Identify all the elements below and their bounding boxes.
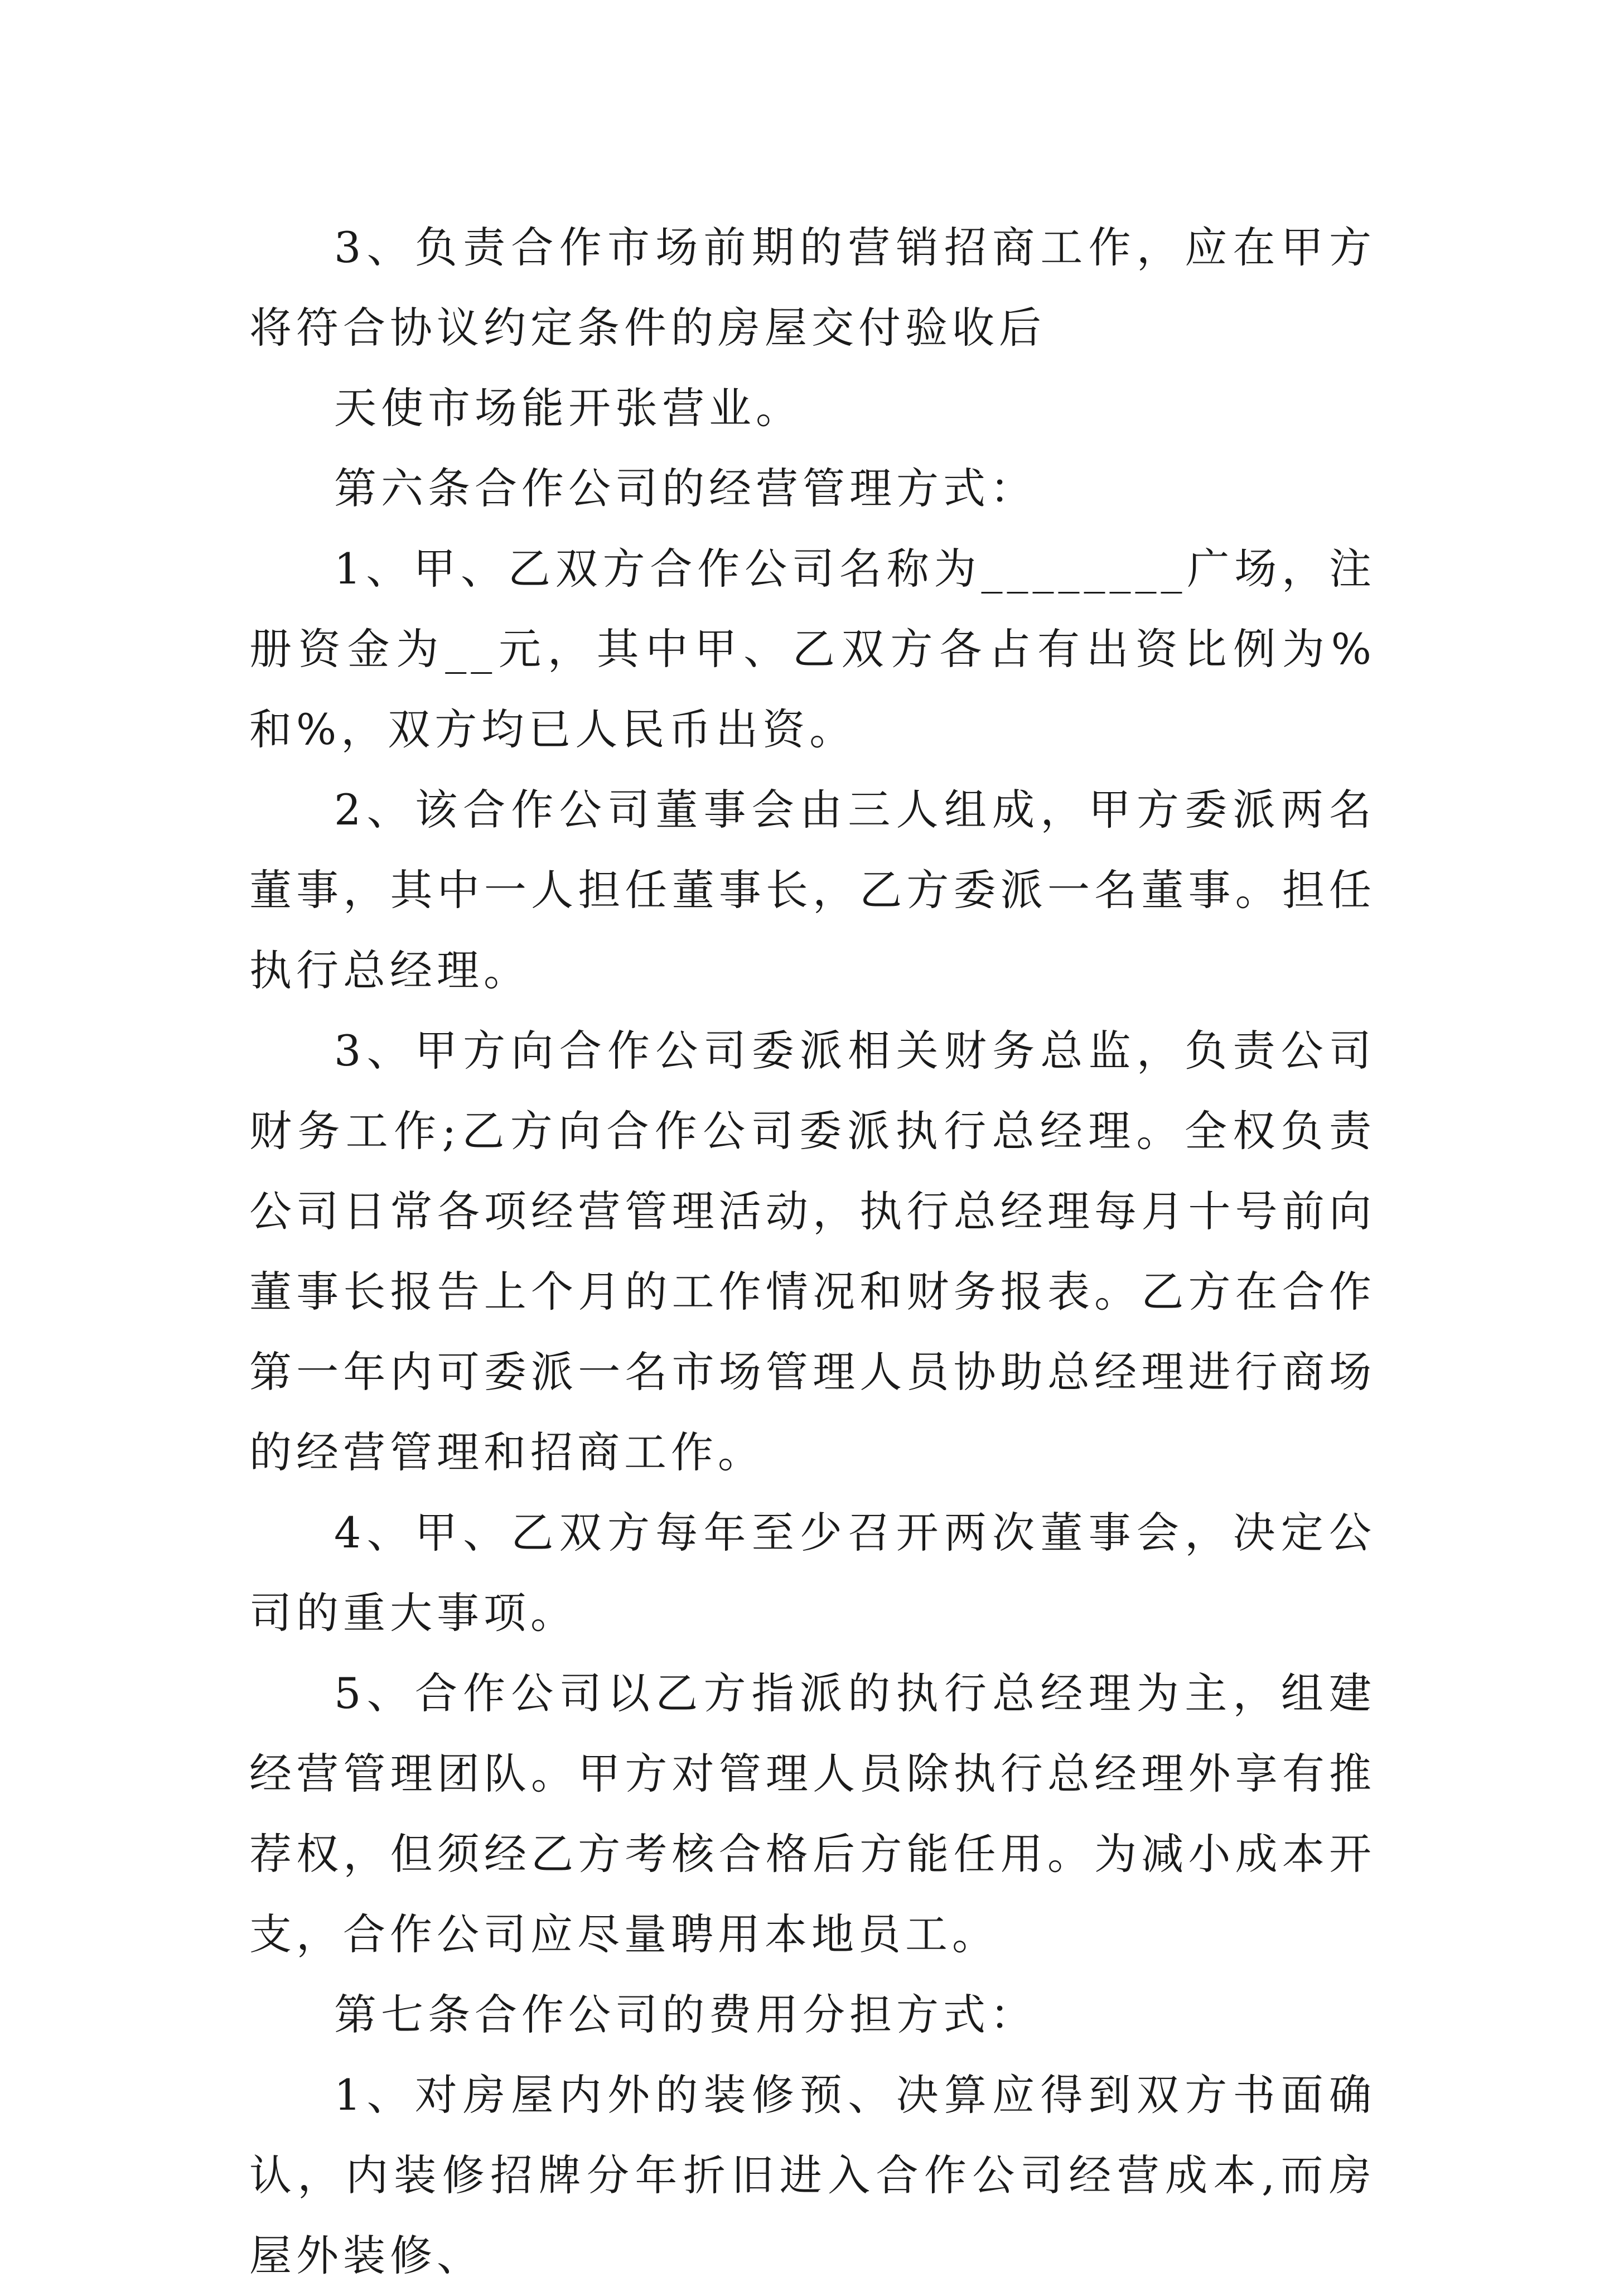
article-six-heading: 第六条合作公司的经营管理方式： [334,464,1037,513]
paragraph-company-name: 1、甲、乙双方合作公司名称为________广场，注册资金为__元，其中甲、乙双方各占有出资比例为%和%，双方均已人民币出资。 [249,544,1376,754]
paragraph-renovation-costs: 1、对房屋内外的装修预、决算应得到双方书面确认，内装修招牌分年折旧进入合作公司经营成本,而房屋外装修、 [249,2070,1376,2280]
document-body [249,208,1376,2296]
paragraph-board-composition: 2、该合作公司董事会由三人组成，甲方委派两名董事，其中一人担任董事长，乙方委派一名董事。担任执行总经理。 [249,785,1376,995]
paragraph-board-meetings: 4、甲、乙双方每年至少召开两次董事会，决定公司的重大事项。 [249,1508,1376,1638]
paragraph-finance-director: 3、甲方向合作公司委派相关财务总监，负责公司财务工作;乙方向合作公司委派执行总经理。全权负责公司日常各项经营管理活动，执行总经理每月十号前向董事长报告上个月的工作情况和财务报表。乙方在合作第一年内可委派一名市场管理人员协助总经理进行商场的经营管理和招商工作。 [249,1026,1376,1477]
paragraph-item-3-marketing: 3、负责合作市场前期的营销招商工作，应在甲方将符合协议约定条件的房屋交付验收后 [249,223,1376,353]
article-seven-heading: 第七条合作公司的费用分担方式： [334,1990,1037,2039]
paragraph-market-opening: 天使市场能开张营业。 [334,383,803,433]
paragraph-management-team: 5、合作公司以乙方指派的执行总经理为主，组建经营管理团队。甲方对管理人员除执行总经理外享有推荐权，但须经乙方考核合格后方能任用。为减小成本开支，合作公司应尽量聘用本地员工。 [249,1668,1376,1959]
